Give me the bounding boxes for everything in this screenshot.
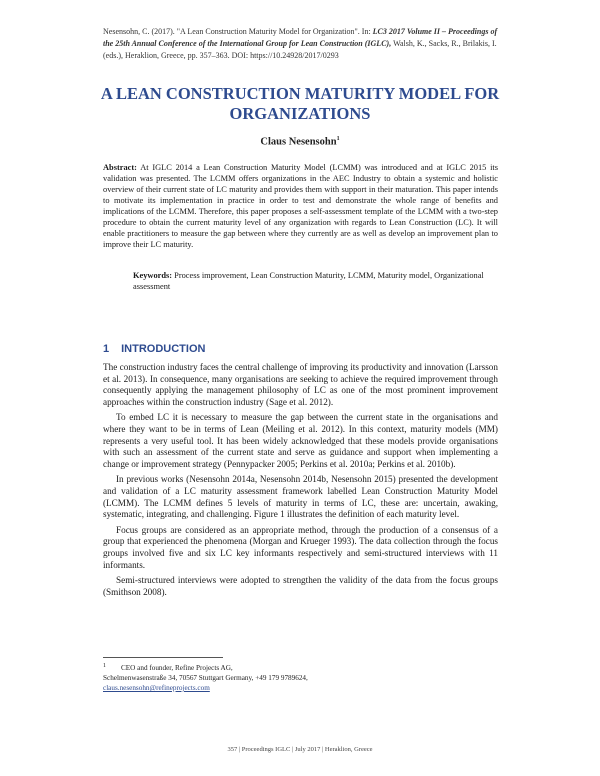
paragraph: The construction industry faces the central challenge of improving its productivity and innovation (Larsson et al. 2013). In consequence, many organisations are seeking to achieve the required improvement through consequently applying the management philosophy of LC as one of the most prominent improvement approaches within the construction industry (Sage et al. 2012).: [103, 362, 498, 407]
keywords-text: Process improvement, Lean Construction Maturity, LCMM, Maturity model, Organizational assessment: [133, 271, 484, 291]
abstract-label: Abstract:: [103, 163, 137, 172]
footnote-mark: 1: [103, 663, 106, 669]
footnote: [103, 663, 503, 693]
paragraph: To embed LC it is necessary to measure the gap between the current state in the organisations and where they want to be in terms of Lean (Meiling et al. 2012). In this context, maturity models (MM) represents a very useful tool. It has been widely acknowledged that these models provide organisations with such an assessment of the current state and serve as guidance and support when implementing a change or improvement strategy (Pennypacker 2005; Perkins et al. 2010a; Perkins et al. 2010b).: [103, 412, 498, 469]
paper-title: A LEAN CONSTRUCTION MATURITY MODEL FOR ORGANIZATIONS: [100, 84, 500, 123]
footnote-address: Schelmenwasenstraße 34, 70567 Stuttgart Germany, +49 179 9789624,: [103, 674, 308, 682]
author-line: [0, 136, 600, 148]
keywords-label: Keywords:: [133, 271, 173, 280]
body-text: [103, 362, 498, 602]
paragraph: In previous works (Nesensohn 2014a, Nesensohn 2014b, Nesensohn 2015) presented the development and validation of a LC maturity assessment framework labelled Lean Construction Maturity Model (LCMM). The LCMM defines 5 levels of maturity in terms of LC, these are: uncertain, awaking, systematic, integrating, and challenging. Figure 1 illustrates the definition of each maturity level.: [103, 474, 498, 520]
keywords: [133, 270, 498, 292]
citation-prefix: Nesensohn, C. (2017). "A Lean Construction Maturity Model for Organization". In:: [103, 27, 371, 36]
paragraph: Semi-structured interviews were adopted to strengthen the validity of the data from the focus groups (Smithson 2008).: [103, 575, 498, 597]
citation-suffix: Walsh, K., Sacks, R., Brilakis, I. (eds.), Heraklion, Greece, pp. 357–363. DOI: https://10.24928/2017/0293: [103, 39, 497, 60]
footnote-affiliation: CEO and founder, Refine Projects AG,: [121, 664, 233, 672]
page-footer: 357 | Proceedings IGLC | July 2017 | Heraklion, Greece: [227, 746, 373, 753]
abstract: [103, 162, 498, 250]
citation-proceedings: LC3 2017 Volume II – Proceedings of the 25th Annual Conference of the International Group for Lean Construction (IGLC),: [103, 27, 498, 48]
abstract-text: At IGLC 2014 a Lean Construction Maturity Model (LCMM) was introduced and at IGLC 2015 its validation was presented. The LCMM offers organizations in the AEC Industry to obtain a systemic and holistic overview of their current state of LC maturity and provides them with support in their maturation. This paper intends to motivate its implementation in practice in order to test and demonstrate the whole range of benefits and implications of the LCMM. Therefore, this paper proposes a self-assessment template of the LCMM with a two-step procedure to obtain the current maturity level of any organization with regards to Lean Construction (LC). It will enable practitioners to measure the gap between where they currently are as well as develop an improvement plan to improve their LC maturity.: [103, 163, 498, 249]
author-name: Claus Nesensohn: [260, 136, 337, 148]
section-heading: [103, 343, 205, 355]
paragraph: Focus groups are considered as an appropriate method, through the production of a consensus of a group that experienced the phenomena (Morgan and Krueger 1993). The data collection through the focus groups involved five and six LC key informants respectively and semi-structured interviews with 11 informants.: [103, 524, 498, 570]
footnote-divider: [103, 657, 223, 658]
citation-header: [103, 26, 503, 62]
section-title: INTRODUCTION: [121, 343, 206, 355]
footnote-email-link[interactable]: claus.nesensohn@refineprojects.com: [103, 684, 210, 692]
author-footnote-mark: 1: [336, 136, 340, 142]
section-number: 1: [103, 343, 110, 355]
